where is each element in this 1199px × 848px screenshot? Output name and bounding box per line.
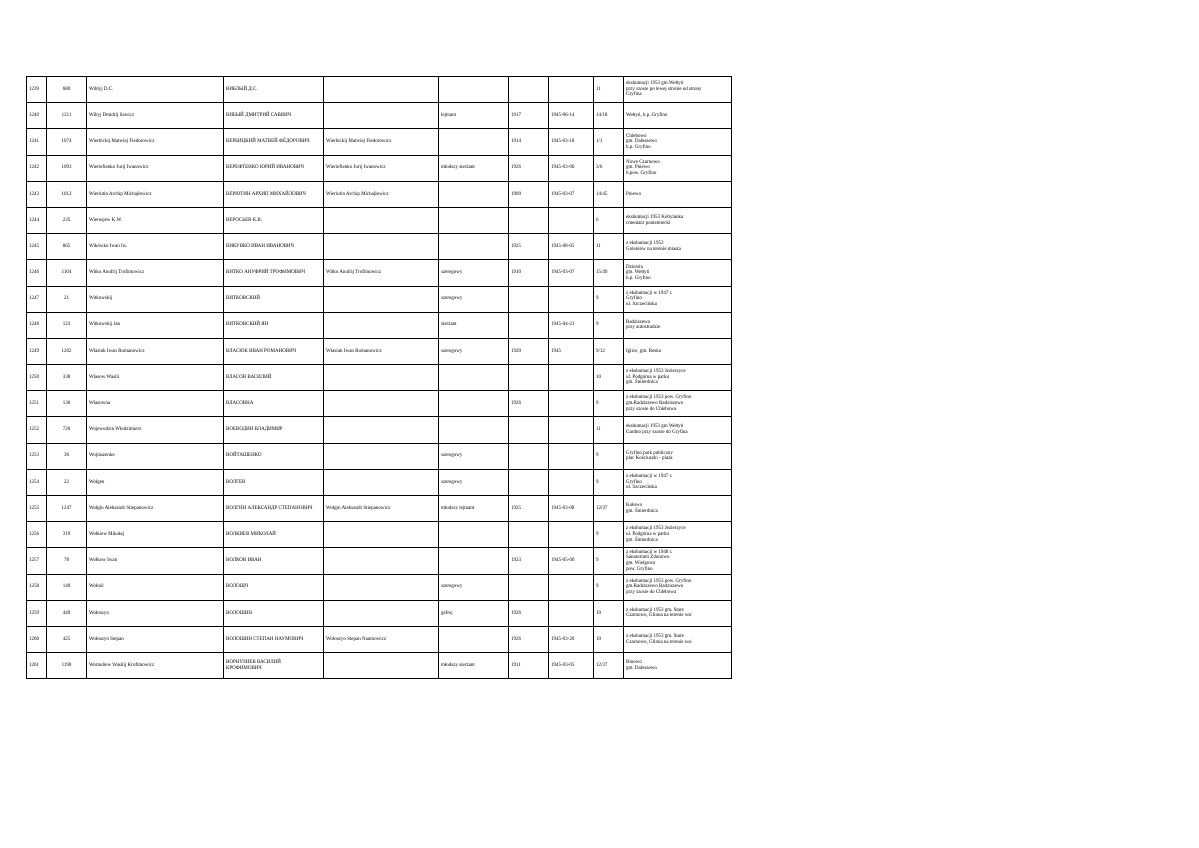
record-id-cell: 235 <box>47 207 87 233</box>
grave-number-cell: 11 <box>594 234 624 260</box>
table-row <box>27 77 732 103</box>
name-latin-cell: Witkowskij Jan <box>87 312 224 338</box>
name-cyrillic-cell: ВОЛОШИН СТЕПАН НАУМОВИЧ <box>224 626 324 652</box>
birth-year-cell: 1914 <box>509 129 549 155</box>
rank-cell <box>439 207 509 233</box>
name-latin-cell: Własiuk Iwan Romanowicz <box>87 338 224 364</box>
table-row <box>27 626 732 652</box>
name-full-latin-cell: Wołoszyn Stepan Naumowicz <box>324 626 439 652</box>
rank-cell <box>439 234 509 260</box>
death-date-cell <box>549 417 594 443</box>
name-full-latin-cell <box>324 365 439 391</box>
rank-cell: lejtnant <box>439 103 509 129</box>
birth-year-cell: 1925 <box>509 496 549 522</box>
rank-cell <box>439 417 509 443</box>
table-row <box>27 469 732 495</box>
burial-location-cell: z ekshumacji 1953 Jezierzyce ul. Podgórna w parku gm. Śmierdnica <box>624 365 732 391</box>
name-cyrillic-cell: ВЕРБИЦКИЙ МАТВЕЙ ФЁДОРОВИЧ <box>224 129 324 155</box>
name-cyrillic-cell: ВОЛОШИН <box>224 600 324 626</box>
burial-location-cell: z ekshumacji 1953 gm. Stare Czarnowo, Glinna na terenie wsi <box>624 626 732 652</box>
rank-cell <box>439 365 509 391</box>
name-latin-cell: Wornuliew Wasilij Krofimowicz <box>87 653 224 679</box>
record-id-cell: 36 <box>47 443 87 469</box>
death-date-cell: 1945-03-20 <box>549 626 594 652</box>
death-date-cell <box>549 574 594 600</box>
row-number-cell: 1241 <box>27 129 47 155</box>
row-number-cell: 1250 <box>27 365 47 391</box>
record-id-cell: 1012 <box>47 181 87 207</box>
table-row <box>27 181 732 207</box>
burial-location-cell: z ekshumacji w 1947 r. Gryfino ul. Szczecińska <box>624 469 732 495</box>
name-cyrillic-cell: ВИБЫЙ ДМИТРИЙ САВВИЧ <box>224 103 324 129</box>
grave-number-cell: 9/12 <box>594 338 624 364</box>
name-cyrillic-cell: ВЕРЕФТЕНКО ЮРИЙ ИВАНОВИЧ <box>224 155 324 181</box>
rank-cell: młodszy sierżant <box>439 653 509 679</box>
register-body <box>27 77 732 679</box>
name-cyrillic-cell: ВЛАСОВ ВАСИЛИЙ <box>224 365 324 391</box>
name-latin-cell: Własow Wasili <box>87 365 224 391</box>
name-latin-cell: Wojtaszenko <box>87 443 224 469</box>
burial-location-cell: Chlebowo gm. Daleszewo b.p. Gryfino <box>624 129 732 155</box>
name-cyrillic-cell: ВЛАСОВНА <box>224 391 324 417</box>
burial-location-cell: ekshumacji 1953 gm Wełtyń Gardno przy szosie do Gryfina <box>624 417 732 443</box>
death-date-cell <box>549 469 594 495</box>
table-row <box>27 653 732 679</box>
birth-year-cell <box>509 286 549 312</box>
row-number-cell: 1245 <box>27 234 47 260</box>
grave-number-cell: 12/37 <box>594 653 624 679</box>
birth-year-cell: 1909 <box>509 181 549 207</box>
death-date-cell <box>549 365 594 391</box>
death-date-cell: 1945-04-21 <box>549 312 594 338</box>
birth-year-cell: 1926 <box>509 155 549 181</box>
name-cyrillic-cell: ВЕРЮТИН АРХИП МИХАЙЛОВИЧ <box>224 181 324 207</box>
rank-cell: sierżant <box>439 312 509 338</box>
rank-cell: szeregowy <box>439 574 509 600</box>
row-number-cell: 1248 <box>27 312 47 338</box>
rank-cell <box>439 129 509 155</box>
name-cyrillic-cell: ВИКУВКО ИВАН ИВАНОВИЧ <box>224 234 324 260</box>
name-latin-cell: Witkowskij <box>87 286 224 312</box>
rank-cell: młodszy sierżant <box>439 155 509 181</box>
row-number-cell: 1256 <box>27 522 47 548</box>
burial-location-cell: Binowo gm. Daleszewo <box>624 653 732 679</box>
name-latin-cell: Wikówko Iwan Iw. <box>87 234 224 260</box>
table-row <box>27 155 732 181</box>
rank-cell <box>439 77 509 103</box>
rank-cell <box>439 522 509 548</box>
birth-year-cell: 1926 <box>509 626 549 652</box>
grave-number-cell: 9 <box>594 469 624 495</box>
table-row <box>27 600 732 626</box>
row-number-cell: 1247 <box>27 286 47 312</box>
table-row <box>27 365 732 391</box>
grave-number-cell: 9 <box>594 522 624 548</box>
name-full-latin-cell <box>324 207 439 233</box>
table-row <box>27 574 732 600</box>
record-id-cell: 78 <box>47 548 87 574</box>
death-date-cell <box>549 443 594 469</box>
name-latin-cell: Wierosjew K.W. <box>87 207 224 233</box>
death-date-cell <box>549 286 594 312</box>
grave-number-cell: 14/18 <box>594 103 624 129</box>
record-id-cell: 21 <box>47 286 87 312</box>
name-cyrillic-cell: ВЛАСЮК ИВАН РОМАНОВИЧ <box>224 338 324 364</box>
record-id-cell: 1247 <box>47 496 87 522</box>
birth-year-cell <box>509 469 549 495</box>
row-number-cell: 1240 <box>27 103 47 129</box>
name-latin-cell: Wołkow Iwan <box>87 548 224 574</box>
death-date-cell: 1945-08-05 <box>549 234 594 260</box>
burial-location-cell: Kołowo gm. Śmierdnica <box>624 496 732 522</box>
row-number-cell: 1249 <box>27 338 47 364</box>
record-id-cell: 865 <box>47 234 87 260</box>
burial-location-cell: z ekshumacji 1953 Goleniów na terenie miasta <box>624 234 732 260</box>
table-row <box>27 548 732 574</box>
name-latin-cell: Wołgen <box>87 469 224 495</box>
table-row <box>27 207 732 233</box>
birth-year-cell: 1923 <box>509 548 549 574</box>
table-row <box>27 496 732 522</box>
name-full-latin-cell: Wołgin Aleksandr Stiepanowicz <box>324 496 439 522</box>
burial-location-cell: z ekshumacji w 1947 r. Gryfino ul. Szczecińska <box>624 286 732 312</box>
name-latin-cell: Wołgin Aleksandr Stiepanowicz <box>87 496 224 522</box>
burial-location-cell: Iglice, gm. Resko <box>624 338 732 364</box>
grave-number-cell: 14/45 <box>594 181 624 207</box>
grave-number-cell: 10 <box>594 626 624 652</box>
burial-location-cell: z ekshumacji 1953 pow. Gryfino gm.Radziszewo Radziszewo przy szosie do Chlebowa <box>624 391 732 417</box>
death-date-cell: 1945-03-06 <box>549 155 594 181</box>
birth-year-cell: 1925 <box>509 234 549 260</box>
death-date-cell: 1945 <box>549 338 594 364</box>
burial-location-cell: z ekshumacji 1953 Jezierzyce ul. Podgórna w parku gm. Śmierdnica <box>624 522 732 548</box>
burial-location-cell: Wełtyń, b.p. Gryfino <box>624 103 732 129</box>
grave-number-cell: 9 <box>594 312 624 338</box>
rank-cell <box>439 626 509 652</box>
record-id-cell: 1190 <box>47 653 87 679</box>
record-id-cell: 1093 <box>47 155 87 181</box>
record-id-cell: 449 <box>47 600 87 626</box>
row-number-cell: 1242 <box>27 155 47 181</box>
record-id-cell: 425 <box>47 626 87 652</box>
name-full-latin-cell <box>324 312 439 338</box>
record-id-cell: 1211 <box>47 103 87 129</box>
name-cyrillic-cell: ВИТКОВСКИЙ ЯН <box>224 312 324 338</box>
name-full-latin-cell <box>324 522 439 548</box>
name-cyrillic-cell: ВОЛГЕВ <box>224 469 324 495</box>
burial-register-table <box>26 76 732 679</box>
grave-number-cell: 10 <box>594 600 624 626</box>
rank-cell: szeregowy <box>439 469 509 495</box>
name-latin-cell: Wieriefienko Jurij Iwanowicz <box>87 155 224 181</box>
burial-location-cell: ekshumacji 1953 Kobylanka cmentarz poniemiecki <box>624 207 732 233</box>
row-number-cell: 1253 <box>27 443 47 469</box>
name-latin-cell: Własowna <box>87 391 224 417</box>
birth-year-cell <box>509 443 549 469</box>
row-number-cell: 1244 <box>27 207 47 233</box>
grave-number-cell: 3/6 <box>594 155 624 181</box>
row-number-cell: 1246 <box>27 260 47 286</box>
rank-cell <box>439 181 509 207</box>
name-latin-cell: Witko Anufrij Trofimowicz <box>87 260 224 286</box>
name-full-latin-cell <box>324 391 439 417</box>
birth-year-cell <box>509 312 549 338</box>
rank-cell: szeregowy <box>439 286 509 312</box>
name-cyrillic-cell: ВИТКО АНУФРИЙ ТРОФИМОВИЧ <box>224 260 324 286</box>
table-row <box>27 338 732 364</box>
burial-location-cell: Dziersin gm. Wełtyń b.p. Gryfino <box>624 260 732 286</box>
rank-cell: szeregowy <box>439 443 509 469</box>
birth-year-cell <box>509 207 549 233</box>
row-number-cell: 1257 <box>27 548 47 574</box>
name-cyrillic-cell: ВОЕВОДИН ВЛАДИМИР <box>224 417 324 443</box>
grave-number-cell: 9 <box>594 286 624 312</box>
grave-number-cell: 9 <box>594 574 624 600</box>
birth-year-cell: 1926 <box>509 391 549 417</box>
burial-location-cell: Radziszewo przy autostradzie <box>624 312 732 338</box>
death-date-cell <box>549 600 594 626</box>
name-cyrillic-cell: ВОЛКИЕВ МИКОЛАЙ <box>224 522 324 548</box>
record-id-cell: 726 <box>47 417 87 443</box>
death-date-cell: 1945-06-14 <box>549 103 594 129</box>
rank-cell: szeregowy <box>439 338 509 364</box>
birth-year-cell <box>509 417 549 443</box>
name-latin-cell: Wojewodzin Włodzimierz <box>87 417 224 443</box>
grave-number-cell: 9 <box>594 391 624 417</box>
name-cyrillic-cell: ВОЛОЩЧ <box>224 574 324 600</box>
name-full-latin-cell <box>324 417 439 443</box>
name-cyrillic-cell: ВЕРОСЬЕВ К.В. <box>224 207 324 233</box>
record-id-cell: 338 <box>47 365 87 391</box>
name-latin-cell: Wołoszyn <box>87 600 224 626</box>
grave-number-cell: 10 <box>594 365 624 391</box>
table-row <box>27 260 732 286</box>
death-date-cell: 1945-03-07 <box>549 181 594 207</box>
name-full-latin-cell <box>324 574 439 600</box>
death-date-cell: 1945-03-07 <box>549 260 594 286</box>
death-date-cell <box>549 391 594 417</box>
row-number-cell: 1254 <box>27 469 47 495</box>
burial-location-cell: Nowe Czarnowo gm. Pniewo b.pow. Gryfino <box>624 155 732 181</box>
row-number-cell: 1252 <box>27 417 47 443</box>
death-date-cell <box>549 522 594 548</box>
name-cyrillic-cell: ВИТКОВСКИЙ <box>224 286 324 312</box>
row-number-cell: 1239 <box>27 77 47 103</box>
death-date-cell: 1945-03-18 <box>549 129 594 155</box>
name-cyrillic-cell: ВОРНУЛИЕВ ВАСИЛИЙ КРОФИМОВИЧ <box>224 653 324 679</box>
name-cyrillic-cell: ВОЙТАШЕНКО <box>224 443 324 469</box>
birth-year-cell <box>509 522 549 548</box>
grave-number-cell: 6 <box>594 207 624 233</box>
grave-number-cell: 12/37 <box>594 496 624 522</box>
record-id-cell: 140 <box>47 574 87 600</box>
record-id-cell: 319 <box>47 522 87 548</box>
name-full-latin-cell <box>324 443 439 469</box>
rank-cell: gefrej <box>439 600 509 626</box>
name-full-latin-cell <box>324 103 439 129</box>
table-row <box>27 286 732 312</box>
name-full-latin-cell <box>324 653 439 679</box>
burial-location-cell: Gryfino park publiczny plac Kościuszki - plaża <box>624 443 732 469</box>
grave-number-cell: 11 <box>594 417 624 443</box>
table-row <box>27 103 732 129</box>
name-full-latin-cell: Witko Anufrij Trofimowicz <box>324 260 439 286</box>
birth-year-cell <box>509 365 549 391</box>
name-full-latin-cell: Własiuk Iwan Romanowicz <box>324 338 439 364</box>
grave-number-cell: 1/1 <box>594 129 624 155</box>
name-latin-cell: Wieriutin Archip Michajłowicz <box>87 181 224 207</box>
burial-location-cell: z ekshumacji 1953 gm. Stare Czarnowo, Glinna na terenie wsi <box>624 600 732 626</box>
row-number-cell: 1251 <box>27 391 47 417</box>
row-number-cell: 1259 <box>27 600 47 626</box>
record-id-cell: 680 <box>47 77 87 103</box>
record-id-cell: 22 <box>47 469 87 495</box>
name-full-latin-cell <box>324 548 439 574</box>
row-number-cell: 1258 <box>27 574 47 600</box>
record-id-cell: 1202 <box>47 338 87 364</box>
grave-number-cell: 11 <box>594 77 624 103</box>
name-full-latin-cell: Wieriefienko Jurij Iwanowicz <box>324 155 439 181</box>
row-number-cell: 1255 <box>27 496 47 522</box>
name-latin-cell: Wołość <box>87 574 224 600</box>
grave-number-cell: 9 <box>594 443 624 469</box>
name-cyrillic-cell: ВОЛГИН АЛЕКСАНДР СТЕПАНОВИЧ <box>224 496 324 522</box>
burial-location-cell: Pniewo <box>624 181 732 207</box>
rank-cell <box>439 548 509 574</box>
name-full-latin-cell <box>324 234 439 260</box>
death-date-cell: 1945-05-06 <box>549 548 594 574</box>
birth-year-cell: 1920 <box>509 338 549 364</box>
name-latin-cell: Wiblyj D.C. <box>87 77 224 103</box>
name-cyrillic-cell: ВИБЛЫЙ Д.С. <box>224 77 324 103</box>
name-latin-cell: Wołoszyn Stepan <box>87 626 224 652</box>
birth-year-cell: 1917 <box>509 103 549 129</box>
death-date-cell: 1945-03-05 <box>549 653 594 679</box>
grave-number-cell: 9 <box>594 548 624 574</box>
name-full-latin-cell: Wieriutin Archip Michajłowicz <box>324 181 439 207</box>
name-latin-cell: Wierbickij Matwiej Fiedorowicz <box>87 129 224 155</box>
birth-year-cell <box>509 574 549 600</box>
birth-year-cell <box>509 77 549 103</box>
name-latin-cell: Wołkiew Mikołaj <box>87 522 224 548</box>
grave-number-cell: 15/49 <box>594 260 624 286</box>
table-row <box>27 312 732 338</box>
birth-year-cell: 1910 <box>509 260 549 286</box>
table-row <box>27 443 732 469</box>
birth-year-cell: 1926 <box>509 600 549 626</box>
table-row <box>27 391 732 417</box>
name-full-latin-cell <box>324 77 439 103</box>
name-full-latin-cell <box>324 469 439 495</box>
name-full-latin-cell: Wierbickij Matwiej Fiedorowicz <box>324 129 439 155</box>
table-row <box>27 522 732 548</box>
burial-location-cell: z ekshumacji 1953 pow. Gryfino gm.Radziszewo Radziszewo przy szosie do Chlebowa <box>624 574 732 600</box>
burial-location-cell: z ekshumacji w 1948 r. Sanatorium Zdunowo gm. Wielgowo pow. Gryfino <box>624 548 732 574</box>
rank-cell <box>439 391 509 417</box>
row-number-cell: 1261 <box>27 653 47 679</box>
name-full-latin-cell <box>324 286 439 312</box>
row-number-cell: 1260 <box>27 626 47 652</box>
death-date-cell <box>549 207 594 233</box>
name-full-latin-cell <box>324 600 439 626</box>
name-latin-cell: Wibyj Dmidrij Sawicz <box>87 103 224 129</box>
table-row <box>27 129 732 155</box>
rank-cell: młodszy lejtnant <box>439 496 509 522</box>
rank-cell: szeregowy <box>439 260 509 286</box>
death-date-cell: 1945-03-08 <box>549 496 594 522</box>
record-id-cell: 1074 <box>47 129 87 155</box>
table-row <box>27 417 732 443</box>
name-cyrillic-cell: ВОЛКОВ ИВАН <box>224 548 324 574</box>
death-date-cell <box>549 77 594 103</box>
burial-location-cell: ekshumacji 1953 gm.Wełtyń przy szosie po lewej stronie od strony Gryfina <box>624 77 732 103</box>
birth-year-cell: 1911 <box>509 653 549 679</box>
row-number-cell: 1243 <box>27 181 47 207</box>
record-id-cell: 123 <box>47 312 87 338</box>
record-id-cell: 1104 <box>47 260 87 286</box>
table-row <box>27 234 732 260</box>
record-id-cell: 136 <box>47 391 87 417</box>
